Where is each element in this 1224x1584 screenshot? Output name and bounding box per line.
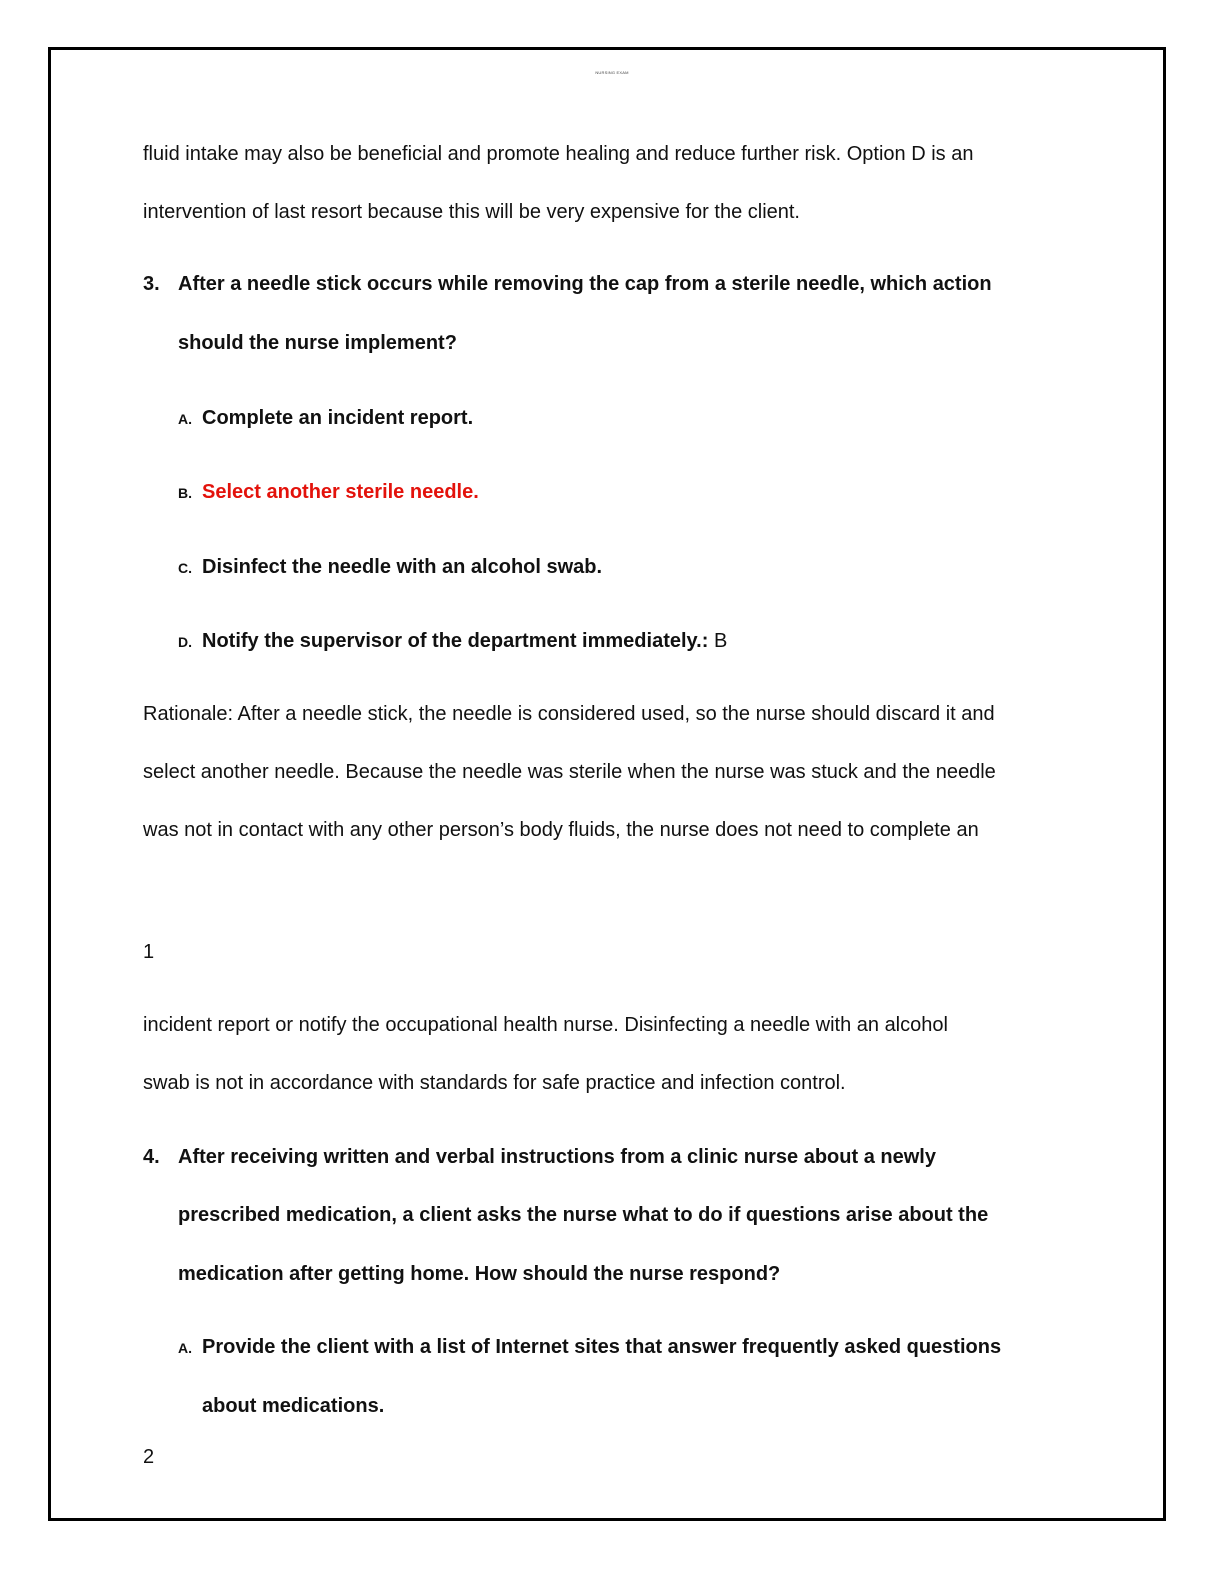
page-number: 2	[143, 1446, 155, 1468]
option-letter: C.	[178, 560, 192, 576]
answer-option-a	[178, 1335, 1001, 1360]
option-text: Notify the supervisor of the department immediately.:	[202, 630, 709, 652]
question-text-line: After receiving written and verbal instructions from a clinic nurse about a newly	[178, 1146, 936, 1168]
answer-option-c	[178, 555, 602, 580]
question-text-line: should the nurse implement?	[178, 332, 457, 354]
body-text-line: intervention of last resort because this will be very expensive for the client.	[143, 201, 800, 223]
option-text: Provide the client with a list of Internet sites that answer frequently asked questions	[202, 1336, 1002, 1358]
answer-key: B	[708, 630, 728, 652]
question-text-line: medication after getting home. How should the nurse respond?	[178, 1263, 781, 1285]
page-number: 1	[143, 941, 155, 963]
option-letter: D.	[178, 634, 192, 650]
question-number: 4.	[143, 1146, 160, 1168]
answer-option-b-correct	[178, 480, 479, 505]
rationale-line: Rationale: After a needle stick, the needle is considered used, so the nurse should discard it and	[143, 703, 995, 725]
answer-option-d	[178, 629, 727, 654]
rationale-line: was not in contact with any other person’s body fluids, the nurse does not need to complete an	[143, 819, 979, 841]
running-header: NURSING EXAM	[595, 70, 629, 75]
rationale-line: swab is not in accordance with standards for safe practice and infection control.	[143, 1072, 846, 1094]
page-border	[48, 47, 1166, 1521]
option-letter: A.	[178, 1340, 192, 1356]
option-letter: A.	[178, 411, 192, 427]
question-number: 3.	[143, 273, 160, 295]
option-text-continuation: about medications.	[202, 1395, 385, 1417]
option-letter: B.	[178, 485, 192, 501]
rationale-line: select another needle. Because the needle was sterile when the nurse was stuck and the needle	[143, 761, 996, 783]
option-text: Complete an incident report.	[202, 407, 474, 429]
body-text-line: fluid intake may also be beneficial and promote healing and reduce further risk. Option D is an	[143, 143, 974, 165]
answer-option-a	[178, 406, 473, 431]
option-text: Select another sterile needle.	[202, 481, 479, 503]
option-text: Disinfect the needle with an alcohol swab.	[202, 556, 603, 578]
question-text-line: prescribed medication, a client asks the nurse what to do if questions arise about the	[178, 1204, 989, 1226]
rationale-line: incident report or notify the occupational health nurse. Disinfecting a needle with an alcohol	[143, 1014, 948, 1036]
question-text-line: After a needle stick occurs while removing the cap from a sterile needle, which action	[178, 273, 992, 295]
